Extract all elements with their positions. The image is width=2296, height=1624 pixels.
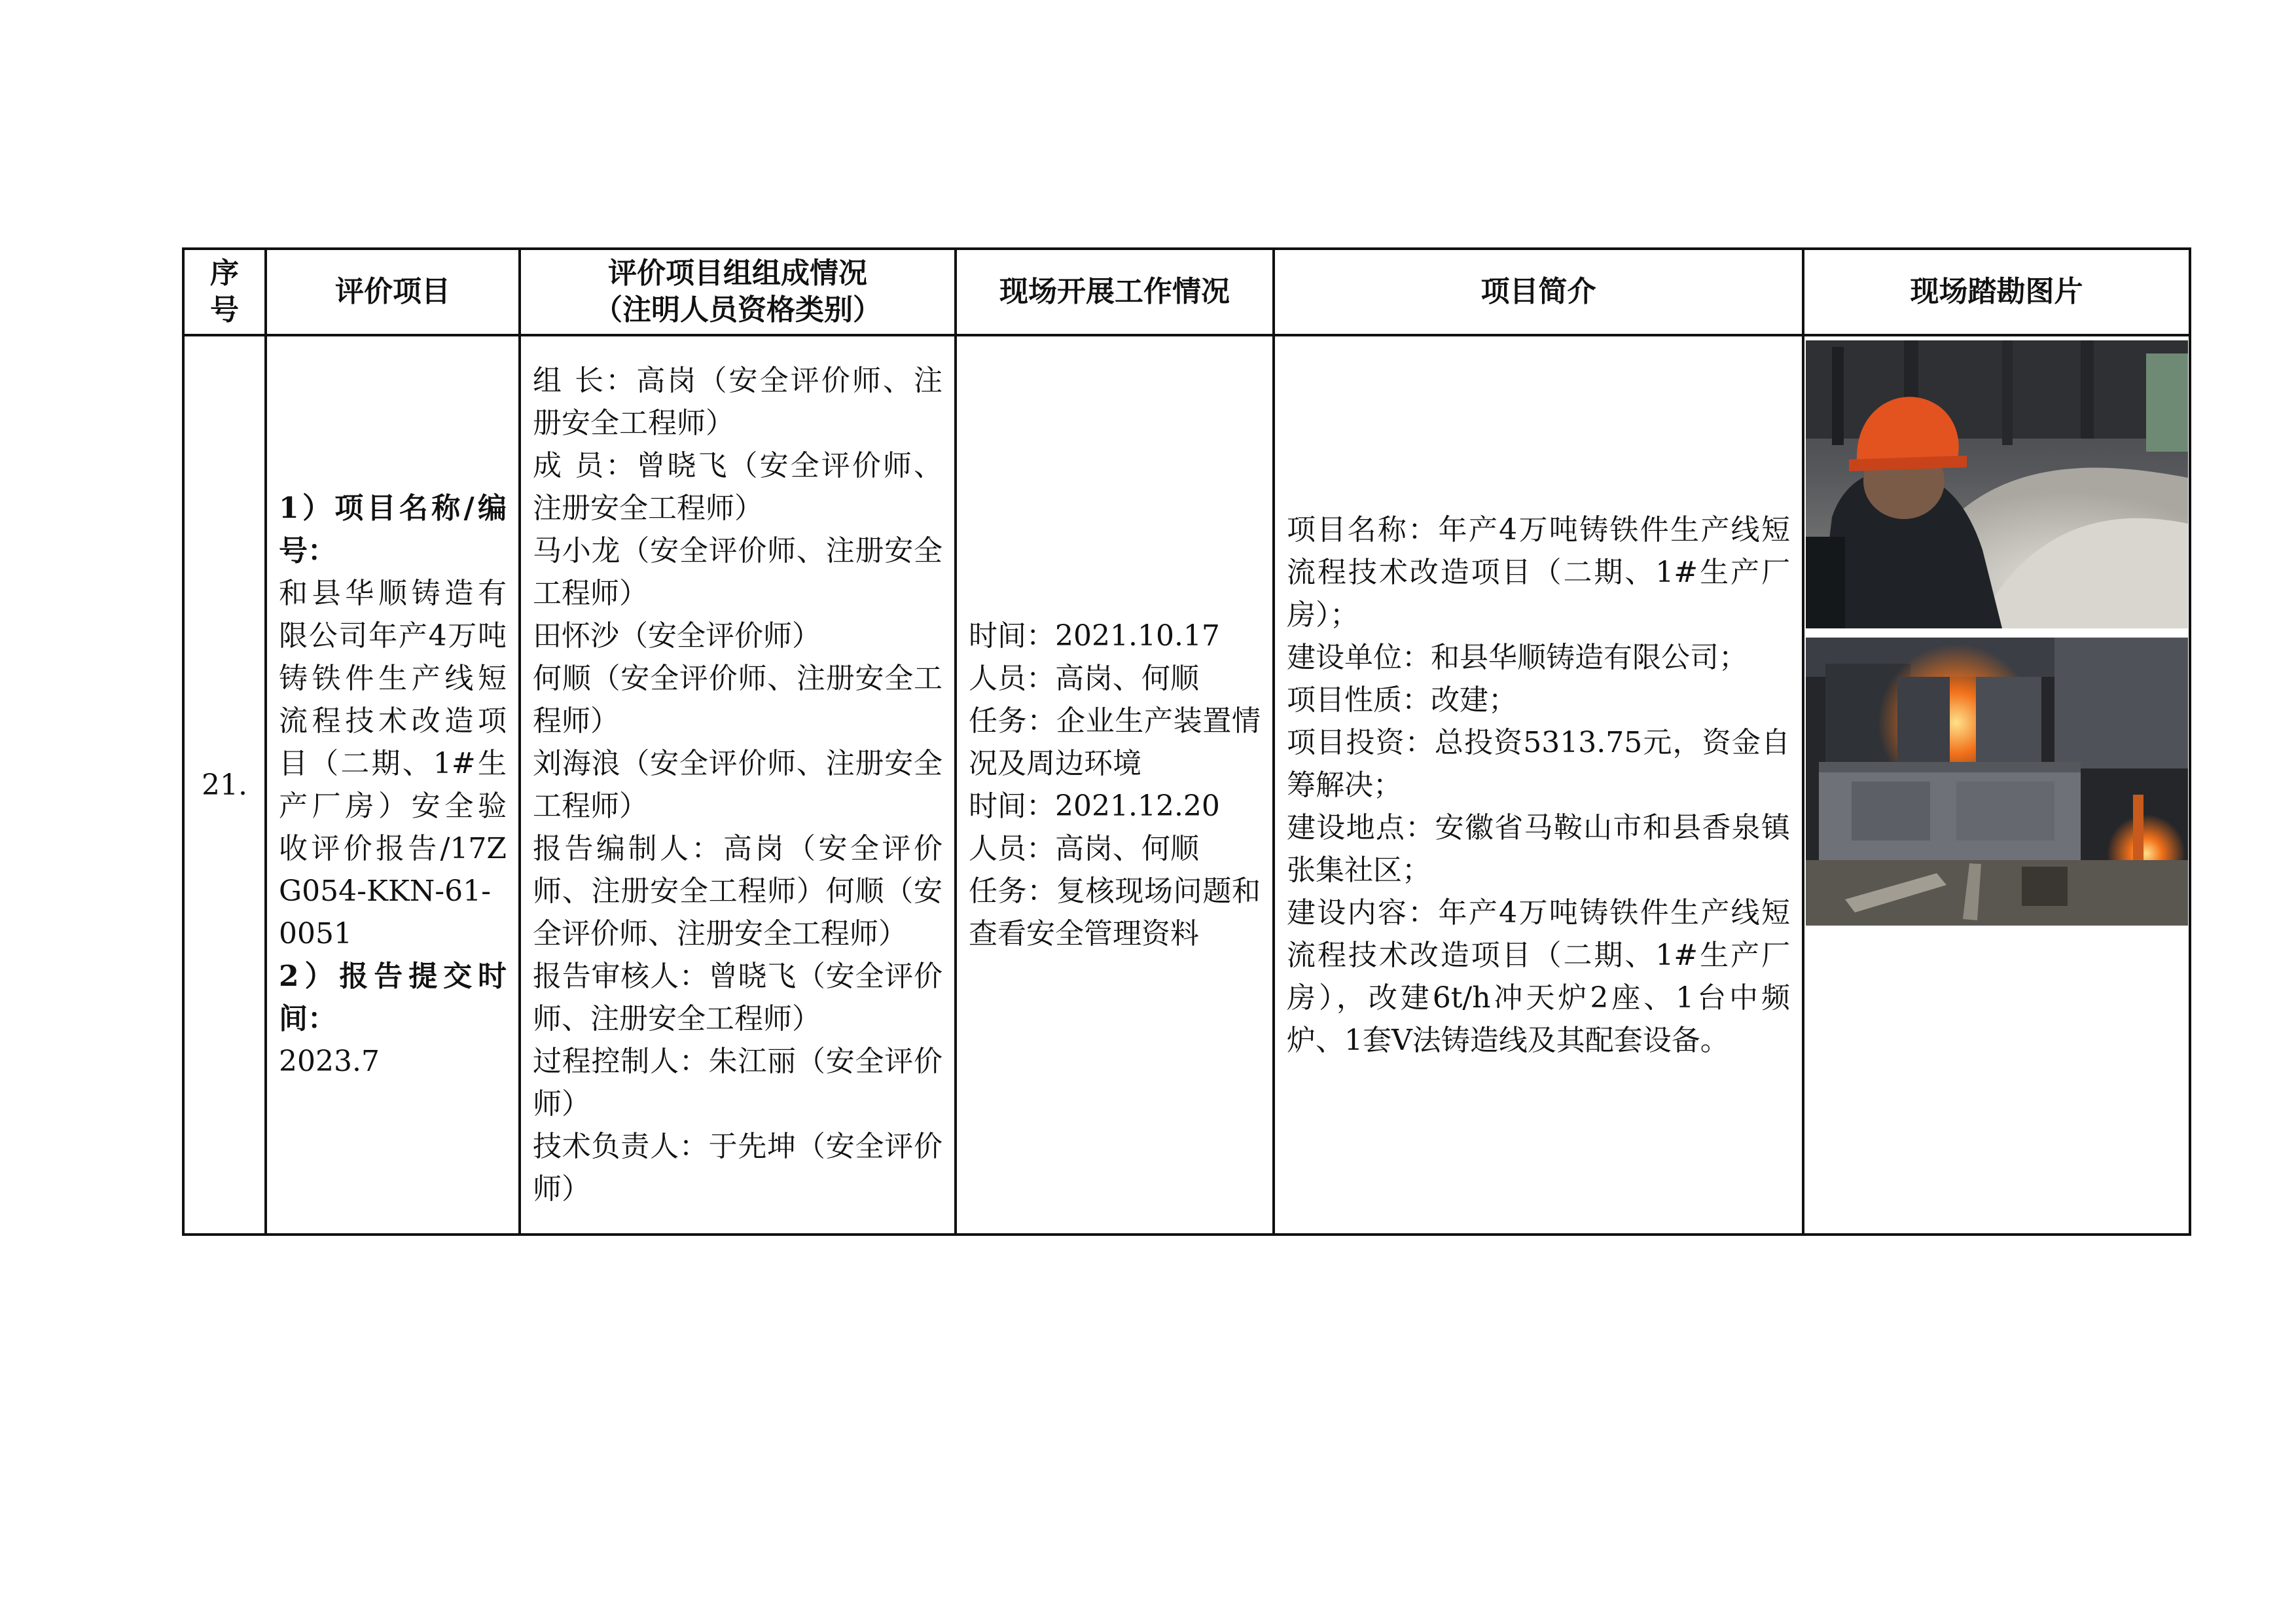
header-photos: 现场踏勘图片 xyxy=(1803,249,2190,335)
team-cell xyxy=(520,335,956,1235)
row-number: 21. xyxy=(183,335,266,1235)
worker-with-helmet-photo xyxy=(1806,340,2188,628)
team-line: 过程控制人：朱江丽（安全评价师） xyxy=(533,1045,942,1121)
header-team: 评价项目组组成情况 （注明人员资格类别） xyxy=(520,249,956,335)
fieldwork-line: 时间：2021.10.17 xyxy=(969,619,1220,653)
header-no: 序 号 xyxy=(183,249,266,335)
intro-cell xyxy=(1274,335,1803,1235)
fieldwork-cell xyxy=(956,335,1274,1235)
photos-cell xyxy=(1803,335,2190,1235)
site-photo-furnace xyxy=(1806,638,2188,926)
team-line: 成 员：曾晓飞（安全评价师、注册安全工程师） xyxy=(533,449,942,525)
fieldwork-line: 人员：高岗、何顺 xyxy=(969,662,1199,695)
table-row xyxy=(183,335,2190,1235)
fieldwork-line: 任务：复核现场问题和查看安全管理资料 xyxy=(969,875,1261,950)
fieldwork-line: 任务：企业生产装置情况及周边环境 xyxy=(969,704,1261,780)
team-line: 组 长：高岗（安全评价师、注册安全工程师） xyxy=(533,364,942,440)
submit-time-value: 2023.7 xyxy=(279,1045,380,1078)
team-line: 田怀沙（安全评价师） xyxy=(533,619,821,653)
intro-line: 项目名称：年产4万吨铸铁件生产线短流程技术改造项目（二期、1#生产厂房）； xyxy=(1287,513,1790,632)
fieldwork-line: 人员：高岗、何顺 xyxy=(969,832,1199,865)
project-name-value: 和县华顺铸造有限公司年产4万吨铸铁件生产线短流程技术改造项目（二期、1#生产厂房）安全验收评价报告/17ZG054-KKN-61-0051 xyxy=(279,577,507,950)
header-intro: 项目简介 xyxy=(1274,249,1803,335)
project-cell xyxy=(266,335,520,1235)
team-line: 刘海浪（安全评价师、注册安全工程师） xyxy=(533,747,942,823)
intro-line: 项目投资：总投资5313.75元，资金自筹解决； xyxy=(1287,725,1790,802)
submit-time-label: 2）报告提交时间： xyxy=(279,960,507,1036)
furnace-pouring-photo xyxy=(1806,638,2188,926)
evaluation-table xyxy=(182,247,2191,1236)
team-line: 报告编制人：高岗（安全评价师、注册安全工程师）何顺（安全评价师、注册安全工程师） xyxy=(533,832,942,950)
header-row xyxy=(183,249,2190,335)
document-sheet xyxy=(182,247,2189,1229)
team-line: 马小龙（安全评价师、注册安全工程师） xyxy=(533,534,942,610)
project-name-label: 1）项目名称/编号： xyxy=(279,492,507,568)
team-line: 技术负责人：于先坤（安全评价师） xyxy=(533,1130,942,1206)
intro-line: 建设内容：年产4万吨铸铁件生产线短流程技术改造项目（二期、1#生产厂房），改建6t/h冲天炉2座、1台中频炉、1套V法铸造线及其配套设备。 xyxy=(1287,895,1790,1057)
site-photo-worker xyxy=(1806,340,2188,628)
team-line: 报告审核人：曾晓飞（安全评价师、注册安全工程师） xyxy=(533,960,942,1036)
intro-line: 项目性质：改建； xyxy=(1287,683,1517,717)
team-line: 何顺（安全评价师、注册安全工程师） xyxy=(533,662,942,738)
header-project: 评价项目 xyxy=(266,249,520,335)
intro-line: 建设地点：安徽省马鞍山市和县香泉镇张集社区； xyxy=(1287,810,1790,887)
fieldwork-line: 时间：2021.12.20 xyxy=(969,789,1220,823)
intro-line: 建设单位：和县华顺铸造有限公司； xyxy=(1287,640,1748,674)
header-fieldwork: 现场开展工作情况 xyxy=(956,249,1274,335)
